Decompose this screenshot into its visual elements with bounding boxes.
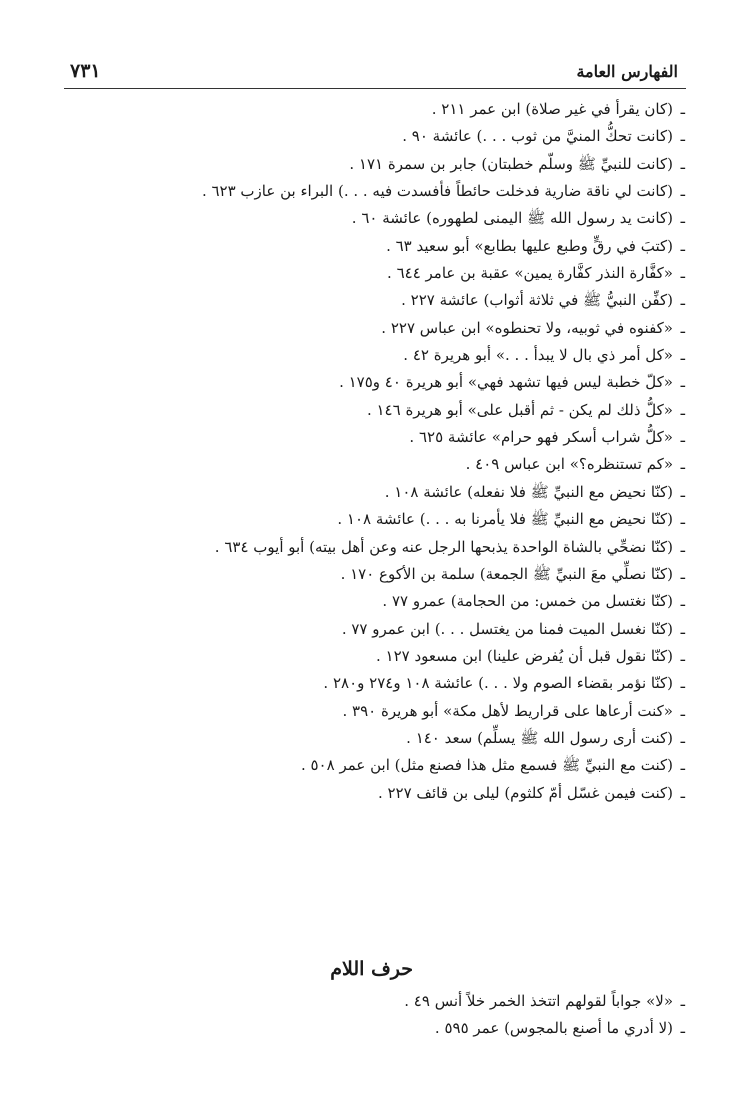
entry-dash: ـ <box>680 154 685 173</box>
entry-text: «كلُّ شراب أسكر فهو حرام» عائشة ٦٢٥ . <box>409 428 673 447</box>
index-entry <box>125 725 685 752</box>
index-entry <box>125 96 685 123</box>
index-entry <box>125 698 685 725</box>
entry-text: (كنت أرى رسول الله ﷺ يسلِّم) سعد ١٤٠ . <box>406 728 673 747</box>
index-entry <box>125 561 685 588</box>
entry-dash: ـ <box>680 537 685 556</box>
index-entry <box>125 205 685 232</box>
entry-text: (كنّا نقول قبل أن يُفرض علينا) ابن مسعود ١٢٧ . <box>375 646 673 665</box>
entry-dash: ـ <box>680 756 685 775</box>
index-entry <box>125 151 685 178</box>
entry-dash: ـ <box>680 346 685 365</box>
entry-dash: ـ <box>680 264 685 283</box>
entry-dash: ـ <box>680 510 685 529</box>
entry-text: (كتبَ في رقٍّ وطبع عليها بطابع» أبو سعيد ٦٣ . <box>386 236 673 255</box>
entry-text: (كنت مع النبيِّ ﷺ فسمع مثل هذا فصنع مثل) ابن عمر ٥٠٨ . <box>300 756 673 775</box>
entry-text: (كنّا نغسل الميت فمنا من يغتسل . . .) ابن عمرو ٧٧ . <box>341 619 673 638</box>
index-entry <box>125 123 685 150</box>
index-entry <box>125 233 685 260</box>
page-number: ٧٣١ <box>70 60 101 82</box>
index-entry <box>125 424 685 451</box>
entry-dash: ـ <box>680 674 685 693</box>
entry-text: (لا أدري ما أصنع بالمجوس) عمر ٥٩٥ . <box>434 1019 673 1038</box>
index-entry <box>125 534 685 561</box>
entry-dash: ـ <box>680 646 685 665</box>
running-title: الفهارس العامة <box>576 62 678 81</box>
entry-dash: ـ <box>680 428 685 447</box>
index-entry <box>125 451 685 478</box>
index-entry <box>125 1015 685 1042</box>
index-entry <box>125 178 685 205</box>
entry-dash: ـ <box>680 564 685 583</box>
index-entry <box>125 670 685 697</box>
entry-dash: ـ <box>680 992 685 1010</box>
page-header <box>64 58 686 89</box>
index-entry <box>125 342 685 369</box>
entry-dash: ـ <box>680 592 685 611</box>
index-entry <box>125 397 685 424</box>
entry-text: (كفِّن النبيُّ ﷺ في ثلاثة أثواب) عائشة ٢٢٧ . <box>401 291 673 310</box>
entry-dash: ـ <box>680 100 685 118</box>
entry-text: (كنّا نحيض مع النبيِّ ﷺ فلا نفعله) عائشة ١٠٨ . <box>384 482 673 501</box>
index-entry <box>125 369 685 396</box>
entry-text: (كانت للنبيِّ ﷺ وسلّم خطبتان) جابر بن سمرة ١٧١ . <box>349 154 673 173</box>
index-entry <box>125 588 685 615</box>
entry-text: (كنّا نحيض مع النبيِّ ﷺ فلا يأمرنا به . . .) عائشة ١٠٨ . <box>337 510 673 529</box>
entry-dash: ـ <box>680 482 685 501</box>
entry-dash: ـ <box>680 400 685 419</box>
entry-text: «كفَّارة النذر كفَّارة يمين» عقبة بن عامر ٦٤٤ . <box>387 264 673 283</box>
entry-text: «كلّ خطبة ليس فيها تشهد فهي» أبو هريرة ٤٠ و١٧٥ . <box>339 373 673 392</box>
entry-dash: ـ <box>680 1019 685 1038</box>
index-entry <box>125 988 685 1015</box>
entry-text: (كنّا نؤمر بقضاء الصوم ولا . . .) عائشة ١٠٨ و٢٧٤ و٢٨٠ . <box>323 674 673 693</box>
index-entry <box>125 752 685 779</box>
entry-text: «كنت أرعاها على قراريط لأهل مكة» أبو هريرة ٣٩٠ . <box>342 701 673 720</box>
index-entry <box>125 479 685 506</box>
entry-dash: ـ <box>680 701 685 720</box>
entry-text: (كنّا نضحِّي بالشاة الواحدة يذبحها الرجل عنه وعن أهل بيته) أبو أيوب ٦٣٤ . <box>214 537 673 556</box>
index-entry <box>125 616 685 643</box>
hadith-index-list-lam <box>125 988 685 1043</box>
entry-dash: ـ <box>680 209 685 228</box>
entry-dash: ـ <box>680 291 685 310</box>
entry-text: (كنت فيمن غسّل أمّ كلثوم) ليلى بن قائف ٢٢٧ . <box>377 783 673 802</box>
index-entry <box>125 315 685 342</box>
entry-text: (كانت لي ناقة ضارية فدخلت حائطاً فأفسدت فيه . . .) البراء بن عازب ٦٢٣ . <box>201 182 673 201</box>
entry-dash: ـ <box>680 455 685 474</box>
index-entry <box>125 643 685 670</box>
entry-text: «كل أمر ذي بال لا يبدأ . . .» أبو هريرة ٤٢ . <box>403 346 673 365</box>
entry-dash: ـ <box>680 127 685 146</box>
entry-text: (كنّا نغتسل من خمس: من الحجامة) عمرو ٧٧ . <box>382 592 673 611</box>
index-entry <box>125 287 685 314</box>
entry-text: (كان يقرأ في غير صلاة) ابن عمر ٢١١ . <box>431 100 673 118</box>
index-entry <box>125 260 685 287</box>
entry-dash: ـ <box>680 236 685 255</box>
entry-dash: ـ <box>680 182 685 201</box>
entry-dash: ـ <box>680 783 685 802</box>
entry-dash: ـ <box>680 318 685 337</box>
hadith-index-list <box>125 96 685 807</box>
entry-text: «كم تستنظره؟» ابن عباس ٤٠٩ . <box>465 455 673 474</box>
entry-dash: ـ <box>680 373 685 392</box>
entry-text: (كانت يد رسول الله ﷺ اليمنى لطهوره) عائشة ٦٠ . <box>351 209 673 228</box>
entry-dash: ـ <box>680 619 685 638</box>
entry-text: «كلُّ ذلك لم يكن - ثم أقبل على» أبو هريرة ١٤٦ . <box>366 400 673 419</box>
index-entry <box>125 506 685 533</box>
entry-text: (كنّا نصلِّي معَ النبيِّ ﷺ الجمعة) سلمة بن الأكوع ١٧٠ . <box>340 564 673 583</box>
section-heading: حرف اللام <box>330 958 413 980</box>
entry-text: «لا» جواباً لقولهم اتتخذ الخمر خلاً أنس ٤٩ . <box>404 992 673 1010</box>
entry-text: «كفنوه في ثوبيه، ولا تحنطوه» ابن عباس ٢٢٧ . <box>381 318 673 337</box>
entry-text: (كانت تحكُّ المنيَّ من ثوب . . .) عائشة ٩٠ . <box>402 127 673 146</box>
index-entry <box>125 780 685 807</box>
entry-dash: ـ <box>680 728 685 747</box>
